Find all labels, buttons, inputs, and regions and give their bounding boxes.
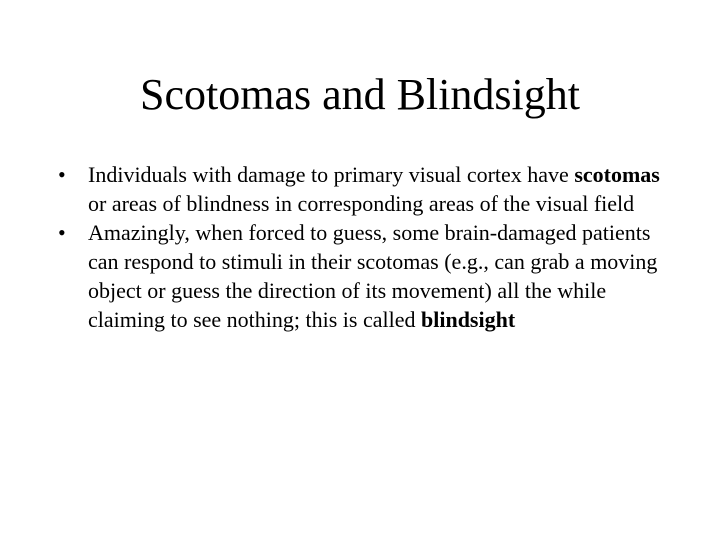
slide-title: Scotomas and Blindsight [140,70,580,119]
bullet-text [88,220,657,332]
bullet-term: blindsight [421,307,516,332]
bullet-text-pre: Individuals with damage to primary visual cortex have [88,162,575,187]
bullet-icon: • [58,220,66,245]
bullet-list [58,160,668,334]
bullet-item [58,218,668,334]
bullet-icon: • [58,162,66,187]
bullet-text [88,162,660,216]
bullet-term: scotomas [574,162,660,187]
bullet-text-pre: Amazingly, when forced to guess, some brain-damaged patients can respond to stimuli in their scotomas (e.g., can grab a moving object or guess the direction of its movement) all the while claiming to see nothing; this is called [88,220,658,332]
bullet-item [58,160,668,218]
bullet-text-post: or areas of blindness in corresponding areas of the visual field [88,191,635,216]
